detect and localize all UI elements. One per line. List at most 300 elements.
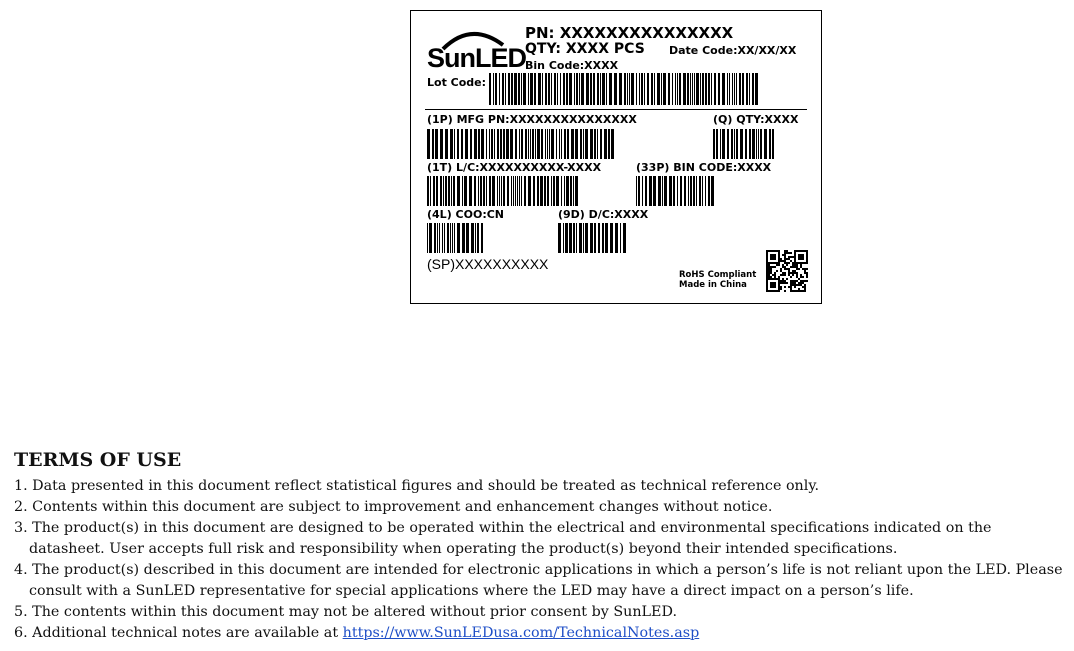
barcode-bar — [465, 129, 468, 159]
barcode-bar — [495, 73, 497, 105]
terms-item-3: 3. The product(s) in this document are designed to be operated within the electrical and environmental specifications indicated on the datasheet. User accepts full risk and responsibility when operating the product(s) beyond their intended specifications. — [14, 520, 992, 557]
barcode-bar — [615, 223, 618, 253]
barcode-bar — [565, 223, 568, 253]
barcode-bar — [477, 223, 479, 253]
logo: SunLED — [427, 43, 526, 73]
barcode-bar — [440, 129, 443, 159]
barcode-bar — [580, 129, 582, 159]
barcode-bar — [450, 129, 453, 159]
barcode-bar — [481, 129, 484, 159]
barcode-bar — [764, 129, 767, 159]
barcode-bar — [506, 129, 509, 159]
barcode-bar — [445, 176, 447, 206]
barcode-bar — [556, 176, 559, 206]
barcode-bar — [672, 73, 673, 105]
barcode-bar — [564, 176, 565, 206]
barcode-bar — [433, 176, 435, 206]
mfg-pn: (1P) MFG PN:XXXXXXXXXXXXXXX — [427, 113, 637, 126]
barcode-bar — [623, 223, 626, 253]
barcode-bar — [486, 129, 487, 159]
barcode-bar — [528, 129, 529, 159]
barcode-bar — [705, 176, 706, 206]
separator — [425, 109, 807, 110]
barcode-bar — [687, 73, 689, 105]
barcode-bar — [669, 176, 672, 206]
quantity: QTY: XXXX PCS — [525, 41, 645, 57]
barcode-bar — [483, 176, 485, 206]
barcode-bar — [673, 176, 675, 206]
barcode-bar — [610, 223, 613, 253]
barcode-bar — [569, 73, 572, 105]
rohs-text: RoHS Compliant — [679, 270, 757, 280]
barcode-bar — [602, 223, 604, 253]
barcode-bar — [772, 129, 774, 159]
barcode-bar — [600, 129, 602, 159]
barcode-bar — [700, 73, 701, 105]
barcode-bar — [756, 129, 757, 159]
barcode-bar — [544, 176, 546, 206]
barcode-bar — [594, 129, 596, 159]
barcode-bar — [645, 176, 647, 206]
barcode-bar — [579, 73, 580, 105]
barcode-bar — [620, 223, 621, 253]
barcode-bar — [713, 129, 715, 159]
barcode-bar — [571, 129, 574, 159]
barcode-bar — [677, 73, 678, 105]
barcode-bar — [469, 176, 472, 206]
barcode-bar — [559, 129, 560, 159]
date-code-9d: (9D) D/C:XXXX — [558, 208, 649, 221]
barcode-bar — [677, 176, 678, 206]
barcode-bar — [573, 223, 575, 253]
barcode-bar — [540, 176, 543, 206]
barcode-bar — [537, 129, 540, 159]
barcode-bar — [519, 176, 520, 206]
barcode-bar — [583, 223, 584, 253]
barcode-bar — [740, 129, 743, 159]
barcode-bar — [563, 73, 565, 105]
barcode-bar — [636, 176, 637, 206]
barcode-bar — [647, 73, 649, 105]
barcode-bar — [530, 129, 531, 159]
barcode-bar — [731, 129, 733, 159]
barcode-bar — [711, 73, 712, 105]
barcode-bar — [658, 176, 661, 206]
barcode-bar — [466, 223, 469, 253]
barcode-bar — [718, 73, 720, 105]
barcode-bar — [547, 129, 548, 159]
barcode-bar — [533, 176, 535, 206]
bin-code-33p: (33P) BIN CODE:XXXX — [636, 161, 772, 174]
barcode-bar — [702, 73, 704, 105]
barcode-bar — [653, 176, 656, 206]
barcode-bar — [742, 73, 744, 105]
barcode-bar — [638, 176, 640, 206]
barcode-bar — [575, 129, 578, 159]
terms-title: TERMS OF USE — [14, 449, 182, 471]
barcode-bar — [515, 129, 517, 159]
barcode-bar — [720, 129, 721, 159]
barcode-bar — [501, 176, 502, 206]
barcode-lc — [427, 176, 579, 206]
barcode-bar — [549, 129, 550, 159]
barcode-bar — [705, 73, 707, 105]
barcode-bar — [427, 223, 428, 253]
barcode-bar — [569, 223, 572, 253]
barcode-bar — [722, 73, 725, 105]
barcode-bar — [521, 73, 522, 105]
barcode-bar — [427, 176, 429, 206]
barcode-bar — [727, 73, 728, 105]
barcode-bar — [545, 129, 546, 159]
barcode-coo — [427, 223, 483, 253]
barcode-bar — [478, 176, 479, 206]
barcode-bar — [429, 223, 432, 253]
barcode-bar — [683, 73, 686, 105]
barcode-bar — [573, 176, 574, 206]
barcode-bar — [662, 176, 663, 206]
barcode-bar — [450, 223, 451, 253]
technical-notes-link[interactable]: https://www.SunLEDusa.com/TechnicalNotes.asp — [342, 625, 700, 641]
barcode-bar — [593, 73, 595, 105]
barcode-bar — [554, 73, 556, 105]
barcode-bar — [693, 176, 695, 206]
barcode-bar — [505, 73, 506, 105]
barcode-bar — [663, 73, 666, 105]
coo: (4L) COO:CN — [427, 208, 504, 221]
barcode-bar — [452, 223, 453, 253]
barcode-bar — [500, 129, 502, 159]
barcode-bar — [696, 176, 697, 206]
shipping-label — [410, 10, 822, 304]
barcode-bar — [590, 223, 593, 253]
barcode-lot — [489, 73, 761, 105]
barcode-bar — [597, 129, 598, 159]
barcode-bar — [427, 129, 430, 159]
barcode-bar — [690, 73, 691, 105]
barcode-bar — [521, 129, 523, 159]
barcode-bar — [668, 73, 670, 105]
barcode-bar — [493, 73, 494, 105]
barcode-bar — [641, 73, 643, 105]
barcode-bar — [732, 73, 733, 105]
barcode-bar — [432, 129, 434, 159]
barcode-bar — [440, 176, 442, 206]
barcode-bar — [513, 176, 514, 206]
barcode-bar — [636, 73, 637, 105]
barcode-bar — [497, 176, 498, 206]
barcode-bar — [702, 176, 703, 206]
barcode-bar — [642, 176, 643, 206]
barcode-bar — [542, 73, 543, 105]
barcode-bar — [548, 73, 550, 105]
barcode-bar — [585, 223, 588, 253]
barcode-bar — [708, 176, 710, 206]
barcode-bar — [492, 176, 495, 206]
barcode-bar — [437, 223, 438, 253]
barcode-bar — [507, 176, 509, 206]
barcode-bar — [434, 223, 436, 253]
barcode-bar — [474, 129, 477, 159]
barcode-bar — [486, 176, 487, 206]
barcode-bar — [745, 129, 747, 159]
barcode-bar — [714, 73, 716, 105]
barcode-bar — [694, 73, 695, 105]
barcode-bar — [684, 176, 686, 206]
barcode-bar — [537, 176, 539, 206]
barcode-bar — [528, 176, 531, 206]
barcode-bar — [566, 176, 569, 206]
terms-item-6 — [14, 623, 1064, 644]
barcode-bar — [508, 73, 510, 105]
barcode-bar — [464, 176, 467, 206]
barcode-bar — [611, 129, 614, 159]
barcode-bar — [454, 223, 455, 253]
date-code: Date Code:XX/XX/XX — [669, 44, 797, 57]
barcode-bar — [644, 73, 645, 105]
barcode-bar — [478, 129, 480, 159]
barcode-bar — [530, 73, 533, 105]
barcode-bar — [439, 223, 440, 253]
barcode-bar — [489, 73, 491, 105]
barcode-bar — [619, 73, 622, 105]
barcode-bar — [461, 129, 463, 159]
barcode-bar — [654, 73, 655, 105]
barcode-bar — [561, 129, 562, 159]
barcode-bar — [749, 73, 750, 105]
barcode-bar — [457, 129, 459, 159]
barcode-bar — [696, 73, 699, 105]
barcode-bar — [481, 223, 483, 253]
barcode-bar — [758, 129, 759, 159]
barcode-bar — [614, 73, 617, 105]
barcode-bar — [558, 223, 561, 253]
barcode-bar — [551, 73, 552, 105]
barcode-bar — [442, 223, 443, 253]
barcode-bar — [749, 129, 751, 159]
barcode-bar — [514, 73, 517, 105]
barcode-bar — [511, 176, 512, 206]
barcode-bar — [436, 176, 438, 206]
barcode-bar — [499, 73, 500, 105]
barcode-bar — [711, 176, 714, 206]
barcode-bar — [489, 129, 490, 159]
barcode-bar — [627, 73, 628, 105]
barcode-bar — [521, 176, 522, 206]
barcode-bar — [547, 176, 549, 206]
barcode-bar — [722, 129, 725, 159]
barcode-bar — [651, 73, 653, 105]
barcode-bar — [760, 129, 762, 159]
barcode-bar — [746, 73, 748, 105]
qr-code-icon — [766, 250, 808, 292]
barcode-bar — [675, 73, 676, 105]
terms-item-1: 1. Data presented in this document reflect statistical figures and should be treated as technical reference only. — [14, 478, 820, 494]
barcode-bar — [664, 176, 667, 206]
barcode-bar — [563, 223, 564, 253]
barcode-bar — [510, 129, 513, 159]
barcode-bar — [453, 176, 455, 206]
barcode-bar — [545, 73, 547, 105]
barcode-bar — [518, 73, 520, 105]
barcode-bar — [538, 73, 541, 105]
barcode-bar — [597, 73, 599, 105]
barcode-bar — [541, 129, 543, 159]
barcode-bar — [736, 73, 737, 105]
barcode-bar — [590, 73, 592, 105]
barcode-bar — [679, 73, 681, 105]
barcode-bar — [708, 73, 710, 105]
barcode-bar — [586, 73, 589, 105]
terms-list — [14, 476, 1064, 644]
q-qty: (Q) QTY:XXXX — [713, 113, 799, 126]
barcode-bar — [489, 176, 491, 206]
barcode-bar — [690, 176, 692, 206]
barcode-bar — [629, 73, 630, 105]
barcode-bar — [585, 129, 588, 159]
barcode-bar — [631, 73, 634, 105]
barcode-bar — [734, 73, 735, 105]
barcode-bar — [727, 129, 729, 159]
barcode-bar — [605, 223, 608, 253]
barcode-bar — [736, 129, 738, 159]
barcode-bar — [579, 223, 582, 253]
barcode-bar — [471, 223, 474, 253]
barcode-bar — [769, 129, 771, 159]
barcode-bar — [699, 176, 701, 206]
barcode-bar — [716, 129, 718, 159]
barcode-bar — [491, 129, 493, 159]
barcode-bar — [594, 223, 596, 253]
barcode-bar — [462, 223, 465, 253]
barcode-bar — [639, 73, 640, 105]
serial-number: (SP)XXXXXXXXXX — [427, 256, 549, 272]
barcode-bar — [448, 176, 450, 206]
barcode-bar — [534, 73, 536, 105]
barcode-bar — [524, 176, 526, 206]
barcode-bar — [576, 73, 578, 105]
barcode-bar — [462, 176, 463, 206]
barcode-bar — [752, 73, 754, 105]
terms-item-4: 4. The product(s) described in this document are intended for electronic applications in which a person’s life is not reliant upon the LED. Please consult with a SunLED representative for special applications where the LED may have a direct impact on a person’s life. — [14, 562, 1063, 599]
barcode-bar — [445, 129, 448, 159]
barcode-bar — [503, 129, 505, 159]
barcode-bar — [457, 176, 460, 206]
barcode-bar — [752, 129, 755, 159]
barcode-bar — [570, 176, 572, 206]
barcode-bar — [566, 73, 568, 105]
bin-code: Bin Code:XXXX — [525, 59, 619, 72]
barcode-bar — [444, 223, 445, 253]
barcode-bar — [430, 176, 431, 206]
barcode-bar — [606, 73, 607, 105]
barcode-bar — [475, 223, 476, 253]
barcode-bar — [598, 223, 600, 253]
barcode-bar — [494, 129, 495, 159]
barcode-bar — [688, 176, 689, 206]
barcode-bar — [729, 73, 730, 105]
barcode-dc — [558, 223, 626, 253]
barcode-bar — [624, 73, 626, 105]
barcode-bar — [470, 129, 472, 159]
barcode-bar — [447, 223, 449, 253]
barcode-bar — [556, 129, 557, 159]
barcode-bar — [581, 73, 584, 105]
barcode-bar — [590, 129, 593, 159]
barcode-bar — [680, 176, 682, 206]
terms-item-6-text: 6. Additional technical notes are available at — [14, 625, 343, 641]
part-number: PN: XXXXXXXXXXXXXXX — [525, 24, 734, 42]
barcode-bar — [600, 73, 601, 105]
barcode-bar — [649, 176, 652, 206]
barcode-bar — [564, 129, 566, 159]
barcode-bar — [511, 73, 513, 105]
terms-of-use — [14, 449, 1064, 644]
barcode-bar — [604, 129, 607, 159]
compliance-text — [679, 270, 756, 290]
barcode-bar — [535, 129, 536, 159]
barcode-bar — [576, 223, 577, 253]
made-in-text: Made in China — [679, 280, 747, 290]
barcode-bar — [517, 176, 518, 206]
barcode-bar — [519, 129, 520, 159]
lot-code-1t: (1T) L/C:XXXXXXXXXX-XXXX — [427, 161, 602, 174]
barcode-bar — [443, 176, 444, 206]
barcode-bar — [567, 129, 569, 159]
barcode-bar — [553, 176, 555, 206]
barcode-bar — [497, 129, 499, 159]
barcode-bar — [532, 129, 534, 159]
barcode-mfg-pn — [427, 129, 617, 159]
barcode-qty — [713, 129, 775, 159]
barcode-bar — [608, 129, 610, 159]
barcode-bar — [515, 176, 516, 206]
barcode-bar — [574, 73, 575, 105]
barcode-bar — [583, 129, 584, 159]
terms-item-2: 2. Contents within this document are subject to improvement and enhancement changes without notice. — [14, 499, 773, 515]
barcode-bar — [480, 176, 482, 206]
barcode-bar — [454, 129, 455, 159]
barcode-bar — [557, 73, 558, 105]
barcode-bar — [474, 176, 476, 206]
lot-code-label: Lot Code: — [427, 76, 487, 89]
barcode-bar — [609, 73, 612, 105]
barcode-bar — [528, 73, 529, 105]
barcode-bar — [657, 73, 660, 105]
barcode-bar — [451, 176, 452, 206]
barcode-bar — [525, 129, 527, 159]
barcode-bar — [602, 73, 605, 105]
barcode-bar — [661, 73, 662, 105]
barcode-bar — [734, 129, 735, 159]
barcode-bar — [457, 223, 460, 253]
barcode-bar — [523, 73, 526, 105]
barcode-bar — [560, 73, 561, 105]
barcode-bar — [575, 176, 578, 206]
barcode-bar — [755, 73, 758, 105]
barcode-bar — [551, 176, 552, 206]
barcode-bar — [499, 176, 500, 206]
barcode-bar — [502, 73, 504, 105]
barcode-bar — [435, 129, 438, 159]
barcode-bin — [636, 176, 714, 206]
barcode-bar — [739, 73, 741, 105]
barcode-bar — [692, 73, 693, 105]
barcode-bar — [551, 129, 554, 159]
barcode-bar — [503, 176, 505, 206]
barcode-bar — [561, 176, 562, 206]
terms-item-5: 5. The contents within this document may not be altered without prior consent by SunLED. — [14, 604, 677, 620]
